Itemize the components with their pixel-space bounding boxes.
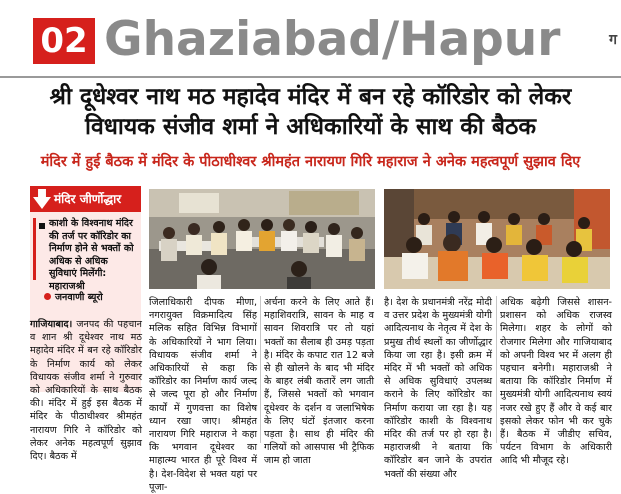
sidebar-highlight-text: काशी के विश्वनाथ मंदिर की तर्ज पर कॉरिडोर का निर्माण होने से भक्तों को अधिक से अधिक सुविधाएं मिलेंगी: महाराजश्री	[49, 218, 134, 292]
page-number: 02	[33, 18, 95, 64]
headline-line-1: श्री दूधेश्वर नाथ मठ महादेव मंदिर में बन रहे कॉरिडोर को लेकर	[49, 84, 572, 110]
arrow-down-icon	[33, 189, 51, 209]
column-rule	[496, 296, 497, 443]
article-body-column-0	[30, 318, 142, 463]
sidebar-tag	[30, 186, 141, 212]
location-pin-icon	[44, 293, 51, 300]
meeting-photo-mahant	[384, 189, 610, 289]
byline-text: जनवाणी ब्यूरो	[55, 292, 103, 303]
sidebar-tag-label: मंदिर जीर्णोद्धार	[54, 192, 122, 206]
square-bullet-icon	[39, 223, 45, 229]
article-body-column-3: है। देश के प्रधानमंत्री नरेंद्र मोदी व उत्तर प्रदेश के मुख्यमंत्री योगी आदित्यनाथ के नेतृत्व में देश के प्रमुख तीर्थ स्थलों का जीर्णोद्धार किया जा रहा है। इसी क्रम में मंदिर में भी भक्तों को अधिक से अधिक सुविधाएं उपलब्ध कराने के लिए कॉरिडोर का निर्माण कराया जा रहा है। यह कॉरिडोर काशी के विश्वनाथ मंदिर की तर्ज पर हो रहा है। महाराजश्री ने बताया कि कॉरिडोर बन जाने के उपरांत भक्तों की संख्या और	[384, 297, 492, 480]
masthead-corner-text: ग	[609, 32, 617, 48]
masthead-rule	[0, 76, 621, 78]
dateline: गाजियाबाद।	[30, 319, 73, 330]
meeting-photo-mahant-image	[384, 189, 610, 289]
headline-line-2: विधायक संजीव शर्मा ने अधिकारियों के साथ की बैठक	[85, 114, 536, 140]
article-body-column-2: अर्चना करने के लिए आते हैं। महाशिवरात्रि, सावन के माह व सावन शिवरात्रि पर तो यहां भक्तों का सैलाब ही उमड़ पड़ता है। मंदिर के कपाट रात 12 बजे से ही खोलने के बाद भी मंदिर के बाहर लंबी कतारें लग जाती हैं, जिससे भक्तों को भगवान दूधेश्वर के दर्शन व जलाभिषेक के लिए घंटों इंतजार करना पड़ता है। साथ ही मंदिर की गलियों को आसपास भी ट्रैफिक जाम हो जाता	[264, 297, 374, 467]
masthead	[0, 0, 621, 80]
byline	[44, 290, 103, 303]
column-rule	[260, 296, 261, 443]
section-title: Ghaziabad/Hapur	[104, 12, 561, 67]
subheadline: मंदिर में हुई बैठक में मंदिर के पीठाधीश्वर श्रीमहंत नारायण गिरि महाराज ने अनेक महत्वपूर्ण सुझाव दिए	[40, 154, 581, 170]
sidebar-highlight-box	[33, 218, 138, 292]
meeting-photo-officials-image	[149, 189, 375, 289]
article-body-text-0: जनपद की पहचान व शान श्री दूधेश्वर नाथ मठ महादेव मंदिर में बन रहे कॉरिडोर के निर्माण कार्य को लेकर विधायक संजीव शर्मा ने गुरुवार को अधिकारियों के साथ बैठक की। मंदिर में हुई इस बैठक में मंदिर के पीठाधीश्वर श्रीमहंत नारायण गिरि ने कॉरिडोर को लेकर अनेक महत्वपूर्ण सुझाव दिए। बैठक में	[30, 319, 142, 463]
article-body-column-1: जिलाधिकारी दीपक मीणा, नगरायुक्त विक्रमादित्य सिंह मलिक सहित विभिन्न विभागों के अधिकारियों ने भाग लिया। विधायक संजीव शर्मा ने अधिकारियों से कहा कि कॉरिडोर का निर्माण कार्य जल्द से जल्द पूरा हो और निर्माण कार्यों में गुणवत्ता का विशेष ध्यान रखा जाए। श्रीमहंत नारायण गिरि महाराज ने कहा कि भगवान दूधेश्वर का माहात्म्य भारत ही पूरे विश्व में है। देश-विदेश से भक्त यहां पर पूजा-	[149, 297, 257, 493]
article-body-column-4: अधिक बढ़ेगी जिससे शासन-प्रशासन को अधिक राजस्व मिलेगा। शहर के लोगों को रोजगार मिलेगा और गाजियाबाद को अपनी विश्व भर में अलग ही पहचान बनेगी। महाराजश्री ने बताया कि कॉरिडोर निर्माण में मुख्यमंत्री योगी आदित्यनाथ स्वयं नजर रखे हुए हैं और वे कई बार इसको लेकर फोन भी कर चुके हैं। बैठक में जीडीए सचिव, पर्यटन विभाग के अधिकारी आदि भी मौजूद रहे।	[500, 297, 612, 467]
headline	[0, 82, 621, 142]
meeting-photo-officials	[149, 189, 375, 289]
